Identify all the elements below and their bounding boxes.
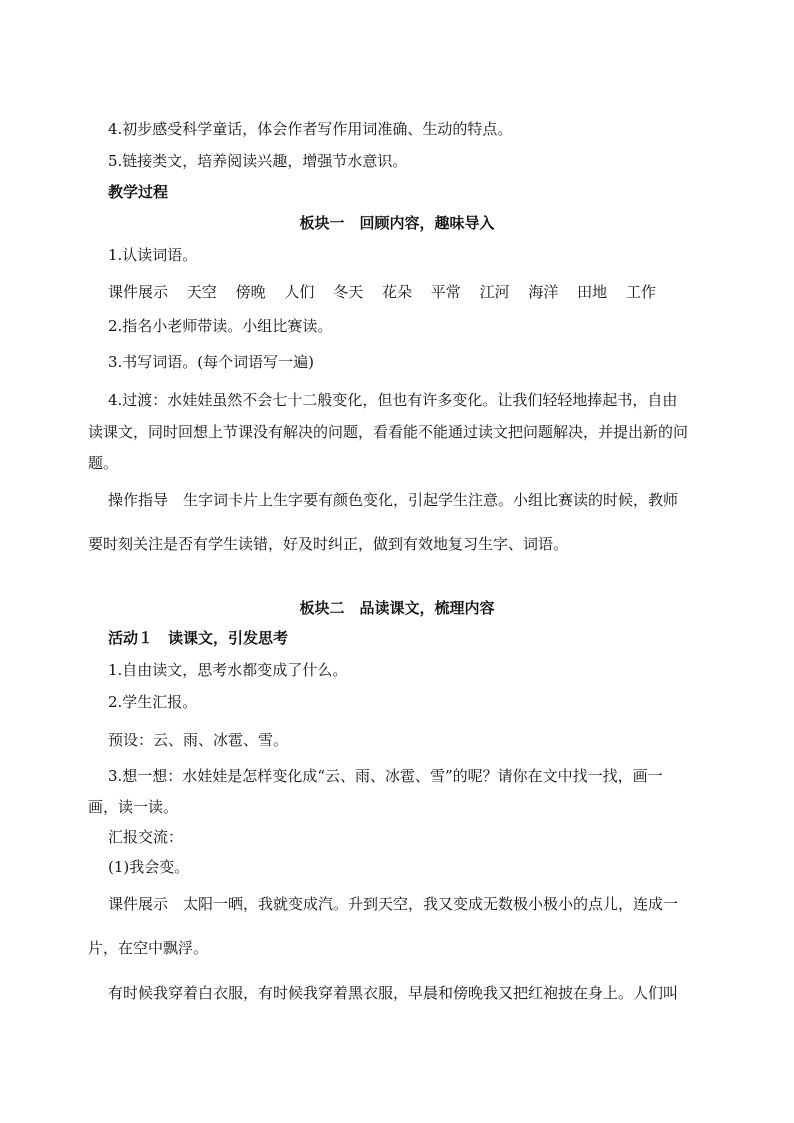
section1-step4-line3: 题。	[88, 454, 119, 472]
word-item: 花朵	[381, 283, 412, 301]
word-item: 傍晚	[235, 283, 266, 301]
process-heading: 教学过程	[108, 183, 169, 201]
courseware-line2: 片，在空中飘浮。	[88, 939, 209, 957]
body-text-line: 有时候我穿着白衣服，有时候我穿着黑衣服，早晨和傍晚我又把红袍披在身上。人们叫	[108, 984, 679, 1002]
section1-step3: 3.书写词语。(每个词语写一遍)	[108, 353, 315, 371]
goal-4: 4.初步感受科学童话，体会作者写作用词准确、生动的特点。	[108, 120, 513, 138]
word-item: 人们	[284, 283, 315, 301]
courseware-label: 课件展示	[108, 283, 169, 301]
section1-step4-line1: 4.过渡：水娃娃虽然不会七十二般变化，但也有许多变化。让我们轻轻地捧起书，自由	[108, 391, 678, 409]
preset-answer: 预设：云、雨、冰雹、雪。	[108, 731, 289, 749]
section1-step2: 2.指名小老师带读。小组比赛读。	[108, 317, 333, 335]
word-item: 田地	[577, 283, 608, 301]
word-item: 海洋	[528, 283, 559, 301]
guide-line2: 要时刻关注是否有学生读错，好及时纠正，做到有效地复习生字、词语。	[88, 535, 569, 553]
section2-step3-line2: 画，读一读。	[88, 798, 179, 816]
goal-5: 5.链接类文，培养阅读兴趣，增强节水意识。	[108, 152, 408, 170]
courseware-words-row	[108, 281, 670, 303]
section2-title: 板块二 品读课文，梳理内容	[299, 599, 495, 617]
sub-item-1: (1)我会变。	[108, 858, 190, 876]
activity1-heading: 活动１ 读课文，引发思考	[108, 629, 289, 647]
word-item: 江河	[479, 283, 510, 301]
word-item: 工作	[625, 283, 656, 301]
word-item: 天空	[186, 283, 217, 301]
section2-step3-line1: 3.想一想：水娃娃是怎样变化成“云、雨、冰雹、雪”的呢？请你在文中找一找，画一	[108, 767, 663, 785]
guide-line1: 操作指导 生字词卡片上生字要有颜色变化，引起学生注意。小组比赛读的时候，教师	[108, 491, 679, 509]
section2-step1: 1.自由读文，思考水都变成了什么。	[108, 661, 348, 679]
section1-step1: 1.认读词语。	[108, 246, 198, 264]
courseware-line1: 课件展示 太阳一晒，我就变成汽。升到天空，我又变成无数极小极小的点儿，连成一	[108, 895, 679, 913]
word-item: 平常	[430, 283, 461, 301]
section1-title: 板块一 回顾内容，趣味导入	[299, 214, 495, 232]
report-heading: 汇报交流：	[108, 828, 184, 846]
word-item: 冬天	[333, 283, 364, 301]
section2-step2: 2.学生汇报。	[108, 693, 198, 711]
section1-step4-line2: 读课文，同时回想上节课没有解决的问题，看看能不能通过读文把问题解决，并提出新的问	[88, 423, 689, 441]
